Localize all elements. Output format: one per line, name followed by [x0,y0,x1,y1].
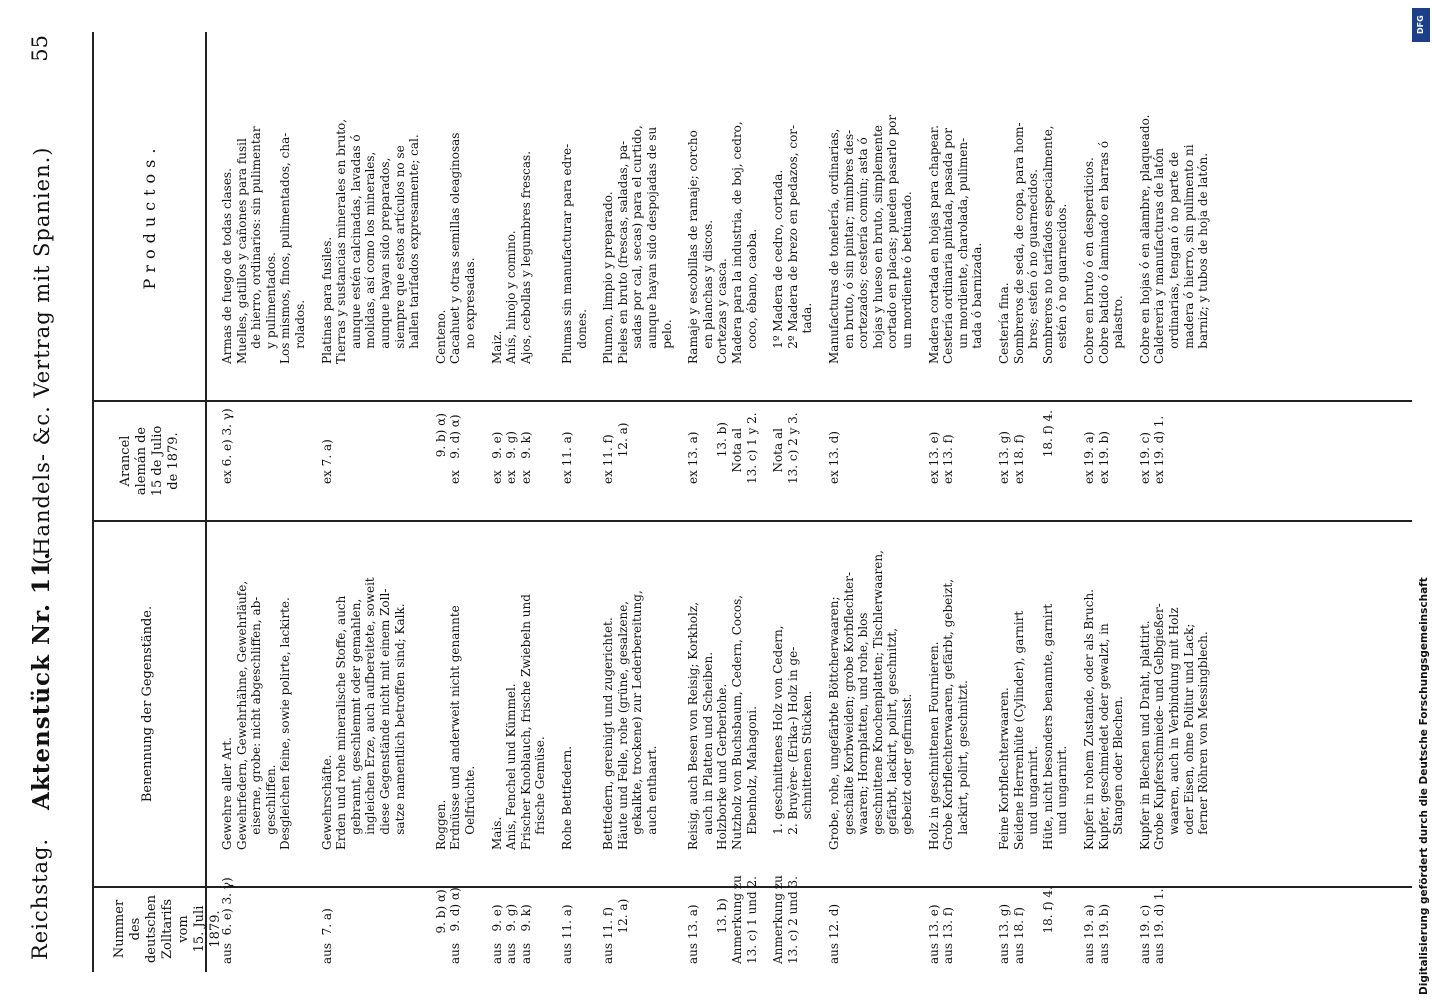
cell-tariff-number-de: aus 12. d) [827,903,841,964]
cell-arancel-number: ex 11. f) 12. a) [601,422,630,484]
cell-producto-es: Manufacturas de tonelería, ordinarias, en bruto, ó sin pintar; mimbres des- cortezados; cestería común; asta ó hojas y hueso en bruto, simplemente cortado en placas; pueden pasarlo por un mordiente ó betúnado. [827,114,914,364]
cell-arancel-number: ex 13. e) ex 13. f) [926,431,956,484]
cell-arancel-number: ex 6. e) 3. γ) [220,408,234,484]
header-paren: (Handels- &c. Vertrag mit Spanien.) [30,146,54,565]
cell-tariff-number-de: 9. b) α) aus 9. d) α) [433,887,463,964]
cell-tariff-number-de: aus 11. a) [560,904,574,964]
header-title: Aktenstück Nr. 11. [28,550,55,810]
cell-description-de: Holz in geschnittenen Fournieren. Grobe Korbflechterwaaren, gefärbt, gebeizt, lackirt, polirt, geschnitzt. [926,578,970,850]
cell-tariff-number-de: aus 19. c) aus 19. d) 1. [1137,888,1167,964]
cell-tariff-number-de: aus 7. a) [319,908,334,964]
cell-tariff-number-de: aus 13. g) aus 18. f) 18. f) 4. [997,886,1055,964]
table-row [1082,32,1126,972]
column-header-description-de: Benennung der Gegenstände. [140,605,155,803]
cell-description-de: Mais. Anis, Fenchel und Kümmel. Frischer Knoblauch, frische Zwiebeln und frische Gemüse. [489,594,548,850]
cell-tariff-number-de: aus 11. f) 12. a) [601,898,630,964]
cell-tariff-number-de: aus 6. e) 3. γ) [220,877,234,964]
cell-arancel-number: 9. b) α) ex 9. d) α) [433,413,463,484]
cell-producto-es: Plumon, limpio y preparado. Pieles en bruto (frescas, saladas, pa- sadas por cal, secas) para el curtido, aunque hayan sido despojadas de su pelo. [601,125,674,364]
table-row [560,32,589,972]
cell-arancel-number: ex 19. c) ex 19. d) 1. [1137,415,1167,484]
header-left: Reichstag. [28,837,52,960]
cell-tariff-number-de: aus 19. a) aus 19. b) [1082,903,1111,964]
table-row [490,32,548,972]
table-row [927,32,985,972]
cell-producto-es: Plumas sin manufacturar para edre- dones. [560,143,589,364]
cell-description-de: Kupfer in rohem Zustande, oder als Bruch. Kupfer, geschmiedet oder gewalzt, in Stangen oder Blechen. [1082,589,1126,850]
table-row [601,32,674,972]
cell-producto-es: Ramaje y escobillas de ramaje; corcho en planchas y discos. Cortezas y casca. Madera para la industria, de boj, cedro, coco, ébano, caoba. [686,121,759,364]
cell-description-de: Roggen. Erdnüsse und anderweit nicht genannte Oelfrüchte. [433,605,477,850]
cell-producto-es: Cobre en hojas ó en alambre, plaqueado. Caldereria y manufacturas de latón ordinarias, tengan ó no parte de madera ó hierro, sin pulimento ni barniz; y tubos de hoja de latón. [1137,114,1211,364]
table-row [220,32,308,972]
cell-arancel-number: ex 9. e) ex 9. g) ex 9. k) [489,431,533,484]
column-header-productos: Productos. [140,142,159,290]
cell-tariff-number-de: aus 13. a) 13. b) Anmerkung zu 13. c) 1 und 2. [686,875,759,964]
table-top-rule [92,32,94,972]
page-header [28,35,68,960]
cell-description-de: Rohe Bettfedern. [560,745,574,850]
table-row [686,32,759,972]
cell-arancel-number: ex 11. a) [560,431,574,484]
cell-arancel-number: Nota al 13. c) 2 y 3. [771,412,800,484]
cell-description-de: Gewehre aller Art. Gewehrfedern, Gewehrhähne, Gewehrläufe, eiserne, grobe: nicht abgeschliffen, ab- geschliffen. Desgleichen feine, sowie polirte, lackirte. [220,580,293,850]
cell-description-de: 1. geschnittenes Holz von Cedern, 2. Bruyère- (Erika-) Holz in ge- schnittenen Stücken. [771,625,815,835]
cell-producto-es: Cobre en bruto ó en desperdicios. Cobre batido ó laminado en barras ó palastro. [1082,140,1126,364]
cell-producto-es: Platinas para fusiles. Tierras y sustancias minerales en bruto, aunque estén calcinadas, lavadas ó molidas, así como los minerales, aunque hayan sido preparados, siempre que estos artículos no se hallen tarifados expresamente; cal. [319,118,422,364]
cell-arancel-number: ex 19. a) ex 19. b) [1082,431,1111,484]
cell-tariff-number-de: aus 9. e) aus 9. g) aus 9. k) [489,903,533,964]
cell-description-de: Grobe, rohe, ungefärbte Böttcherwaaren; geschälte Korbweiden; grobe Korbflechter- waaren; Hornplatten, und rohe, blos geschnittene Knochenplatten; Tischlerwaaren, gefärbt, lackirt, polirt, geschnitzt, gebeizt oder gefirnisst. [827,550,914,850]
column-header-number: Nummer des deutschen Zolltarifs vom 15. Juli 1879. [112,895,223,964]
cell-producto-es: Cestería fina. Sombreros de seda, de copa, para hom- bres; estén ó no guarnecidos. Sombreros no tarifados especialmente, estén ó no guarnecidos. [997,122,1070,364]
cell-tariff-number-de: aus 13. e) aus 13. f) [926,904,956,964]
table-row [434,32,478,972]
cell-description-de: Gewehrschäfte. Erden und rohe mineralische Stoffe, auch gebrannt, geschlemmt oder gemahlen, ingleichen Erze, auch aufbereitete, soweit diese Gegenstände nicht mit einem Zoll- satze namentlich betroffen sind; Kalk. [319,577,407,850]
cell-description-de: Bettfedern, gereinigt und zugerichtet. Häute und Felle, rohe (grüne, gesalzene, gekalkte, trockene) zur Lederbereitung, auch enthaart. [601,590,659,850]
cell-producto-es: Centeno. Cacahuet y otras semillas oleaginosas no expresadas. [433,132,477,364]
cell-producto-es: Armas de fuego de todas clases. Muelles, gatillos y cañones para fusil de hierro, ordinarios: sin pulimentar y pulimentados. Los mismos, finos, pulimentados, cha- rolados. [220,126,307,364]
column-header-arancel: Arancel alemán de 15 de Julio de 1879. [118,425,181,497]
digitization-credit: Digitalisierung gefördert durch die Deutsche Forschungsgemeinschaft [1418,577,1430,995]
table-row [1138,32,1211,972]
cell-arancel-number: ex 13. d) [827,431,841,484]
cell-arancel-number: ex 13. a) 13. b) Nota al 13. c) 1 y 2. [686,412,759,484]
dfg-logo: DFG [1412,8,1430,42]
cell-producto-es: 1º Madera de cedro, cortada. 2º Madera de brezo en pedazos, cor- tada. [771,124,815,349]
table-row [320,32,422,972]
cell-description-de: Kupfer in Blechen und Draht, plattirt. Grobe Kupferschmiede- und Gelbgießer- waaren, auch in Verbindung mit Holz oder Eisen, ohne Politur und Lack; ferner Röhren von Messingblech. [1137,603,1211,850]
page-number: 55 [28,35,52,62]
cell-producto-es: Madera cortada en hojas para chapear. Cestería ordinaria pintada, pasada por un mordiente, charolada, pulimen- tada ó barnizada. [926,125,985,364]
cell-description-de: Feine Korbflechterwaaren. Seidene Herrenhüte (Cylinder), garnirt und ungarnirt. Hüte, nicht besonders benannte, garnirt und ungarnirt. [997,603,1070,850]
cell-description-de: Reisig, auch Besen von Reisig; Korkholz, auch in Platten und Scheiben. Holzborke und Gerberlohe. Nutzholz von Buchsbaum, Cedern, Cocos, Ebenholz, Mahagoni. [686,594,759,850]
table-row [997,32,1070,972]
cell-producto-es: Maiz. Anís, hinojo y comino. Ajos, cebollas y legumbres frescas. [489,150,533,364]
table-row [771,32,815,972]
table-row [827,32,915,972]
cell-arancel-number: ex 13. g) ex 18. f) 18. f) 4. [997,410,1055,484]
cell-arancel-number: ex 7. a) [319,439,334,484]
table-header-rule [205,32,207,972]
cell-tariff-number-de: Anmerkung zu 13. c) 2 und 3. [771,875,800,964]
